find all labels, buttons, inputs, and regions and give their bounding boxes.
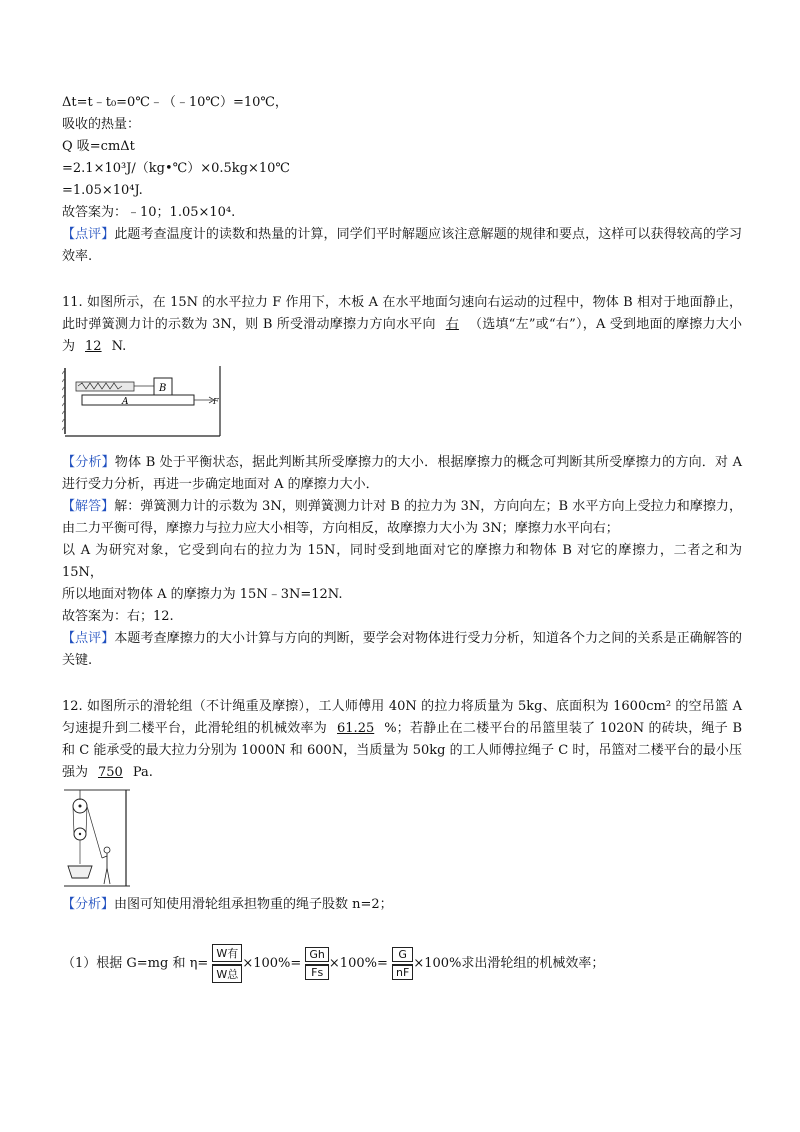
formula-text: ×100%= bbox=[328, 956, 388, 971]
solution-tag: 【解答】 bbox=[62, 499, 115, 514]
answer-blank: 12 bbox=[85, 339, 102, 354]
fraction-numerator: G bbox=[392, 947, 413, 962]
fraction-numerator: Gh bbox=[305, 947, 329, 962]
stem-text: 11. 如图所示，在 15N 的水平拉力 F 作用下，木板 A 在水平地面匀速向右运动的过程中，物体 B 相对于地面静止，此时弹簧测力计的示数为 3N，则 B 所受滑动摩擦力方向水平向 bbox=[62, 295, 742, 332]
analysis-tag: 【分析】 bbox=[62, 897, 115, 912]
comment-tag: 【点评】 bbox=[62, 631, 115, 646]
answer-line: 故答案为：﹣10；1.05×10⁴. bbox=[62, 205, 236, 220]
text-line: 吸收的热量： bbox=[62, 117, 141, 132]
solution-paragraph: 所以地面对物体 A 的摩擦力为 15N﹣3N=12N. bbox=[62, 587, 343, 602]
answer-blank: 61.25 bbox=[337, 721, 375, 736]
solution-paragraph: 以 A 为研究对象，它受到向右的拉力为 15N，同时受到地面对它的摩擦力和物体 B 对它的摩擦力，二者之和为 15N， bbox=[62, 543, 742, 580]
comment-paragraph bbox=[62, 224, 742, 268]
label-b: B bbox=[159, 383, 167, 394]
analysis-text: 物体 B 处于平衡状态，据此判断其所受摩擦力的大小．根据摩擦力的概念可判断其所受摩擦力的方向．对 A 进行受力分析，再进一步确定地面对 A 的摩擦力大小． bbox=[62, 455, 742, 492]
formula-text: （1）根据 G=mg 和 η= bbox=[62, 956, 209, 971]
analysis-text: 由图可知使用滑轮组承担物重的绳子股数 n=2； bbox=[114, 897, 393, 912]
fraction-denominator: W总 bbox=[212, 964, 242, 983]
text-line: Δt=t﹣t₀=0℃﹣（﹣10℃）=10℃， bbox=[62, 95, 288, 110]
answer-blank: 右 bbox=[445, 317, 459, 332]
answer-line: 故答案为：右；12. bbox=[62, 609, 174, 624]
fraction-efficiency bbox=[212, 944, 242, 983]
formula-line bbox=[62, 916, 742, 981]
comment-paragraph bbox=[62, 628, 742, 672]
spring-scale-diagram bbox=[62, 364, 232, 444]
fraction-numerator: W有 bbox=[212, 944, 242, 962]
stem-text: （选填“左”或“右”），A 受到地面的摩擦力大小为 bbox=[62, 317, 742, 354]
fraction-denominator: Fs bbox=[305, 964, 329, 980]
stem-text: Pa. bbox=[132, 765, 153, 780]
comment-text: 此题考查温度计的读数和热量的计算，同学们平时解题应该注意解题的规律和要点，这样可以获得较高的学习效率. bbox=[62, 227, 742, 264]
stem-text: 12. 如图所示的滑轮组（不计绳重及摩擦），工人师傅用 40N 的拉力将质量为 5kg、底面积为 1600cm² 的空吊篮 A 匀速提升到二楼平台，此滑轮组的机械效率为 bbox=[62, 699, 742, 736]
answer-blank: 750 bbox=[98, 765, 123, 780]
pulley-diagram bbox=[62, 788, 132, 888]
comment-tag: 【点评】 bbox=[62, 227, 115, 242]
solution-paragraph bbox=[62, 496, 742, 540]
document-page bbox=[62, 92, 742, 981]
analysis-tag: 【分析】 bbox=[62, 455, 115, 470]
fraction-denominator: nF bbox=[392, 964, 413, 980]
text-line: =1.05×10⁴J. bbox=[62, 183, 143, 198]
formula-text: ×100%求出滑轮组的机械效率； bbox=[413, 956, 605, 971]
stem-text: %；若静止在二楼平台的吊篮里装了 1020N 的砖块，绳子 B 和 C 能承受的最大拉力分别为 1000N 和 600N，当质量为 50kg 的工人师傅拉绳子 C 时，吊篮对二楼平台的最小压强为 bbox=[62, 721, 742, 780]
text-line: =2.1×10³J/（kg•℃）×0.5kg×10℃ bbox=[62, 161, 290, 176]
stem-text: N. bbox=[111, 339, 127, 354]
question-11-stem bbox=[62, 292, 742, 358]
label-a: A bbox=[122, 397, 129, 407]
formula-text: ×100%= bbox=[242, 956, 302, 971]
solution-text: 解：弹簧测力计的示数为 3N，则弹簧测力计对 B 的拉力为 3N，方向向左；B 水平方向上受拉力和摩擦力，由二力平衡可得，摩擦力与拉力应大小相等，方向相反，故摩擦力大小为 3N；摩擦力水平向右； bbox=[62, 499, 742, 536]
fraction-gh-fs bbox=[305, 947, 329, 980]
question-12-stem bbox=[62, 696, 742, 784]
text-line: Q 吸=cmΔt bbox=[62, 139, 135, 154]
label-f: F bbox=[213, 397, 219, 406]
fraction-g-nf bbox=[392, 947, 413, 980]
analysis-paragraph bbox=[62, 452, 742, 496]
analysis-paragraph bbox=[62, 894, 742, 916]
comment-text: 本题考查摩擦力的大小计算与方向的判断，要学会对物体进行受力分析，知道各个力之间的关系是正确解答的关键. bbox=[62, 631, 742, 668]
